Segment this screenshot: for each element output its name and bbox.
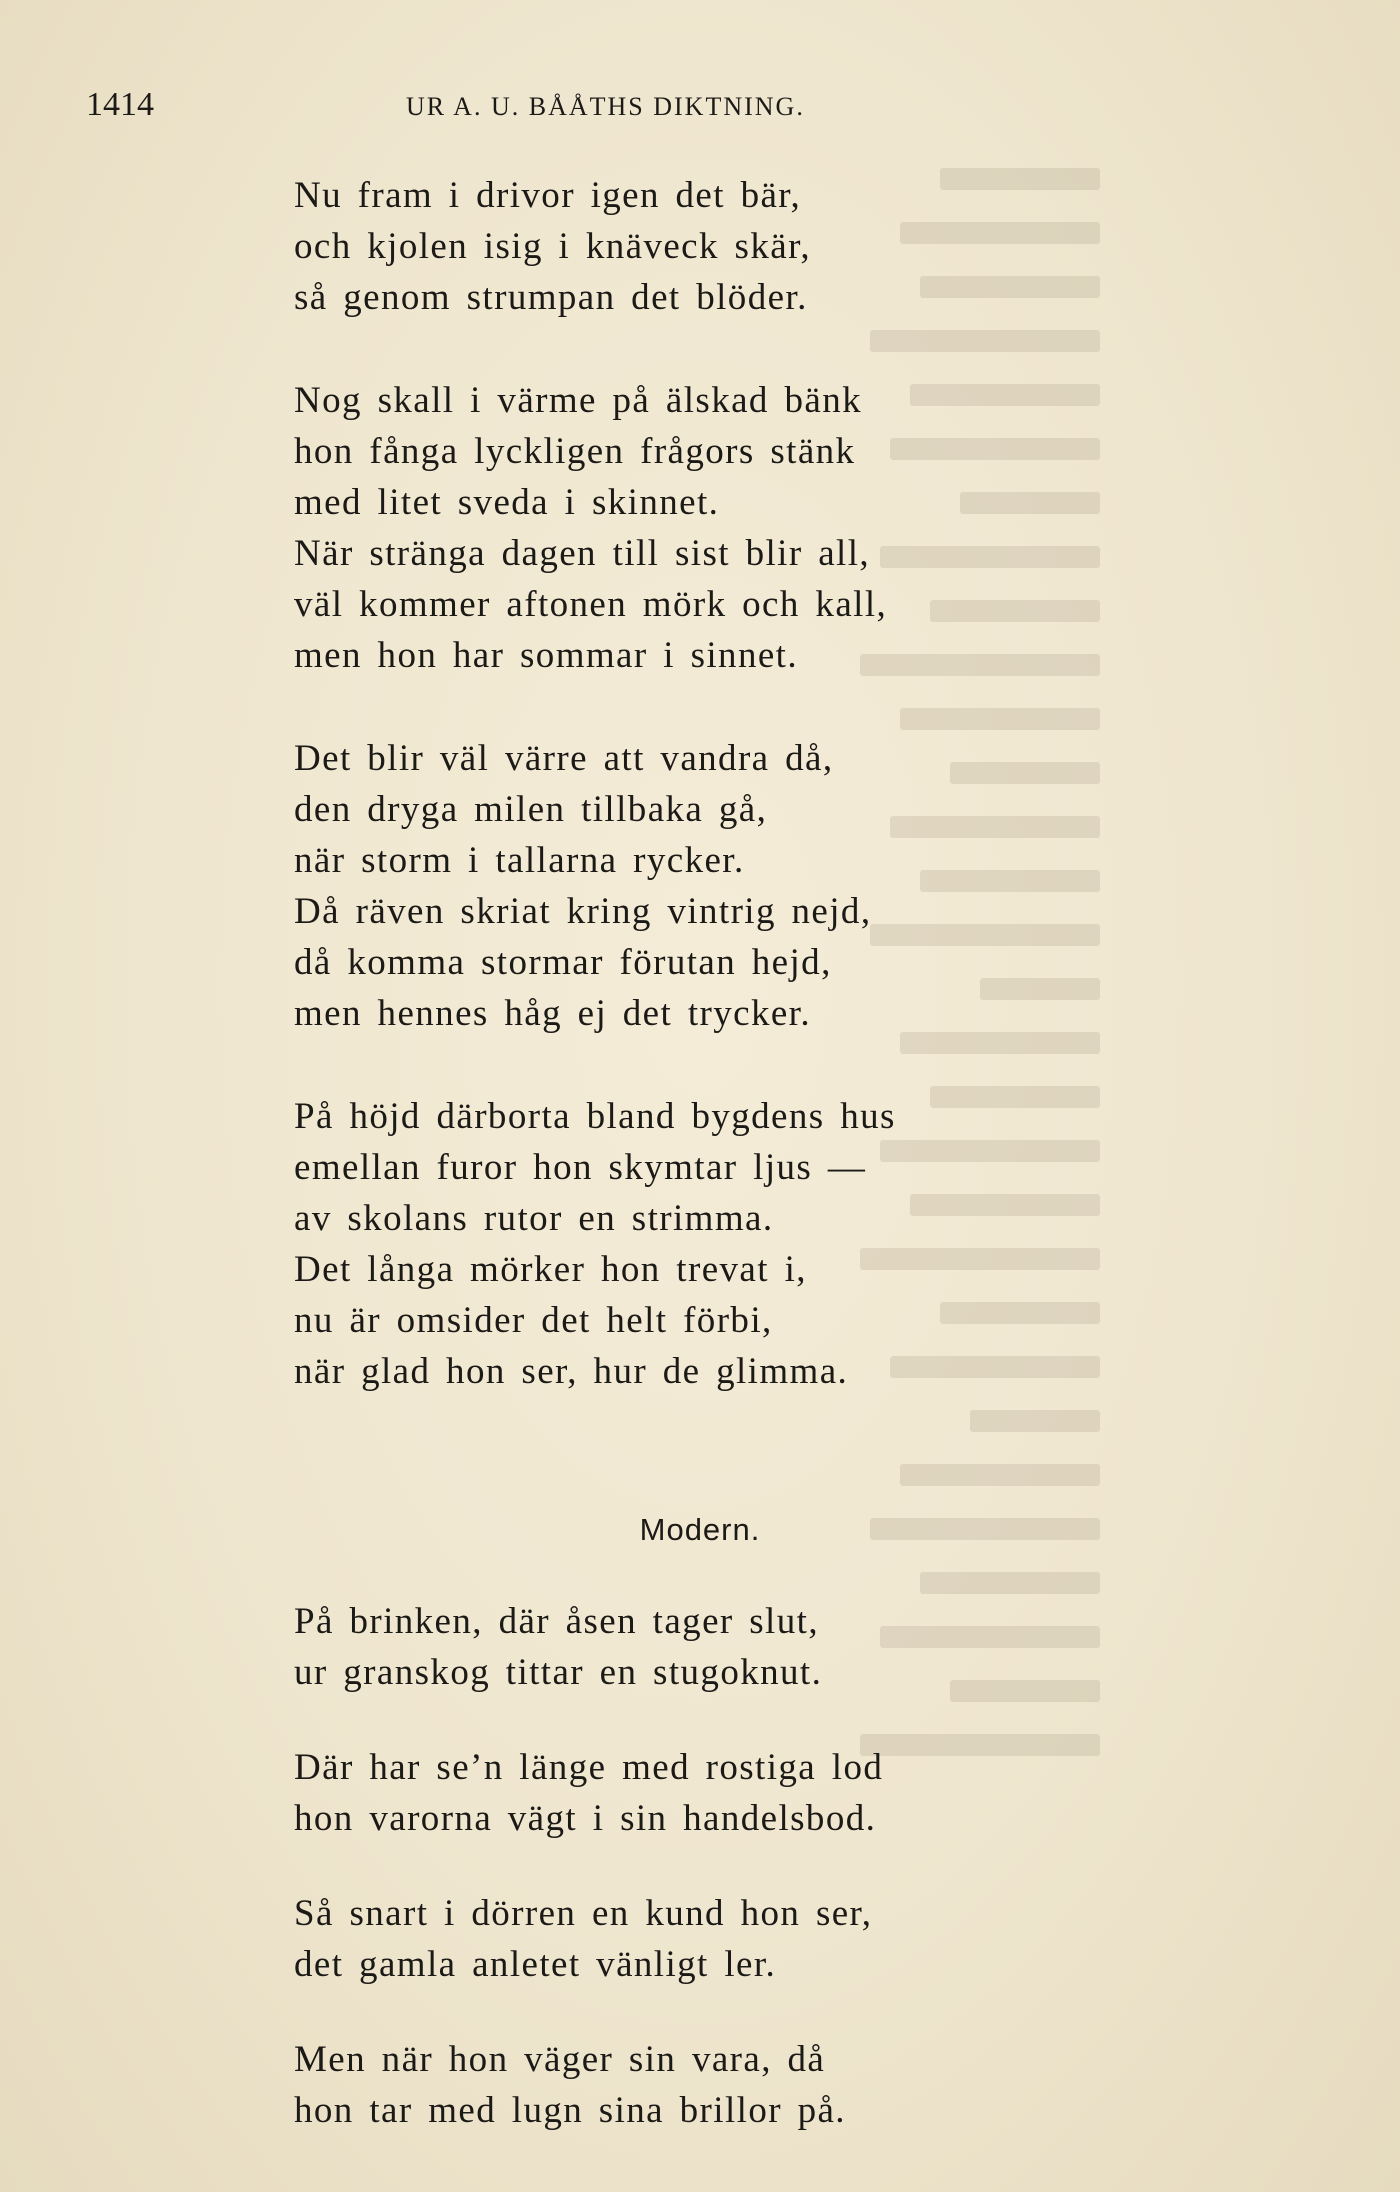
stanza	[294, 1888, 1094, 1990]
verse-line: hon fånga lyckligen frågors stänk	[294, 431, 856, 472]
verse-line: Det långa mörker hon trevat i,	[294, 1249, 807, 1290]
verse-line: det gamla anletet vänligt ler.	[294, 1944, 777, 1985]
verse-line: Nu fram i drivor igen det bär,	[294, 175, 802, 216]
verse-line: När stränga dagen till sist blir all,	[294, 533, 871, 574]
running-head: UR A. U. BÅÅTHS DIKTNING.	[406, 92, 805, 121]
stanza	[294, 2034, 1094, 2136]
stanza	[294, 170, 1094, 323]
verse-line: Det blir väl värre att vandra då,	[294, 738, 834, 779]
verse-line: På brinken, där åsen tager slut,	[294, 1601, 819, 1642]
verse-line: På höjd därborta bland bygdens hus	[294, 1096, 896, 1137]
verse-line: när storm i tallarna rycker.	[294, 840, 745, 881]
stanza	[294, 733, 1094, 1039]
verse-line: Då räven skriat kring vintrig nejd,	[294, 891, 872, 932]
verse-line: emellan furor hon skymtar ljus —	[294, 1147, 867, 1188]
page-header	[86, 86, 1086, 126]
verse-line: Nog skall i värme på älskad bänk	[294, 380, 862, 421]
verse-line: så genom strumpan det blöder.	[294, 277, 808, 318]
verse-line: men hennes håg ej det trycker.	[294, 993, 811, 1034]
verse-line: med litet sveda i skinnet.	[294, 482, 720, 523]
stanza	[294, 375, 1094, 681]
verse-line: nu är omsider det helt förbi,	[294, 1300, 773, 1341]
verse-line: Så snart i dörren en kund hon ser,	[294, 1893, 873, 1934]
stanza	[294, 1596, 1094, 1698]
verse-line: den dryga milen tillbaka gå,	[294, 789, 768, 830]
verse-line: väl kommer aftonen mörk och kall,	[294, 584, 888, 625]
verse-line: hon varorna vägt i sin handelsbod.	[294, 1798, 877, 1839]
poem-modern	[294, 1596, 1094, 2180]
verse-line: Men när hon väger sin vara, då	[294, 2039, 826, 2080]
poem-continuation	[294, 170, 1094, 1449]
stanza	[294, 1091, 1094, 1397]
verse-line: hon tar med lugn sina brillor på.	[294, 2090, 846, 2131]
verse-line: av skolans rutor en strimma.	[294, 1198, 774, 1239]
page-number: 1414	[86, 86, 154, 123]
verse-line: Där har se’n länge med rostiga lod	[294, 1747, 884, 1788]
poem-title: Modern.	[639, 1512, 761, 1547]
verse-line: och kjolen isig i knäveck skär,	[294, 226, 811, 267]
stanza	[294, 1742, 1094, 1844]
verse-line: när glad hon ser, hur de glimma.	[294, 1351, 849, 1392]
verse-line: ur granskog tittar en stugoknut.	[294, 1652, 823, 1693]
verse-line: men hon har sommar i sinnet.	[294, 635, 799, 676]
verse-line: då komma stormar förutan hejd,	[294, 942, 832, 983]
